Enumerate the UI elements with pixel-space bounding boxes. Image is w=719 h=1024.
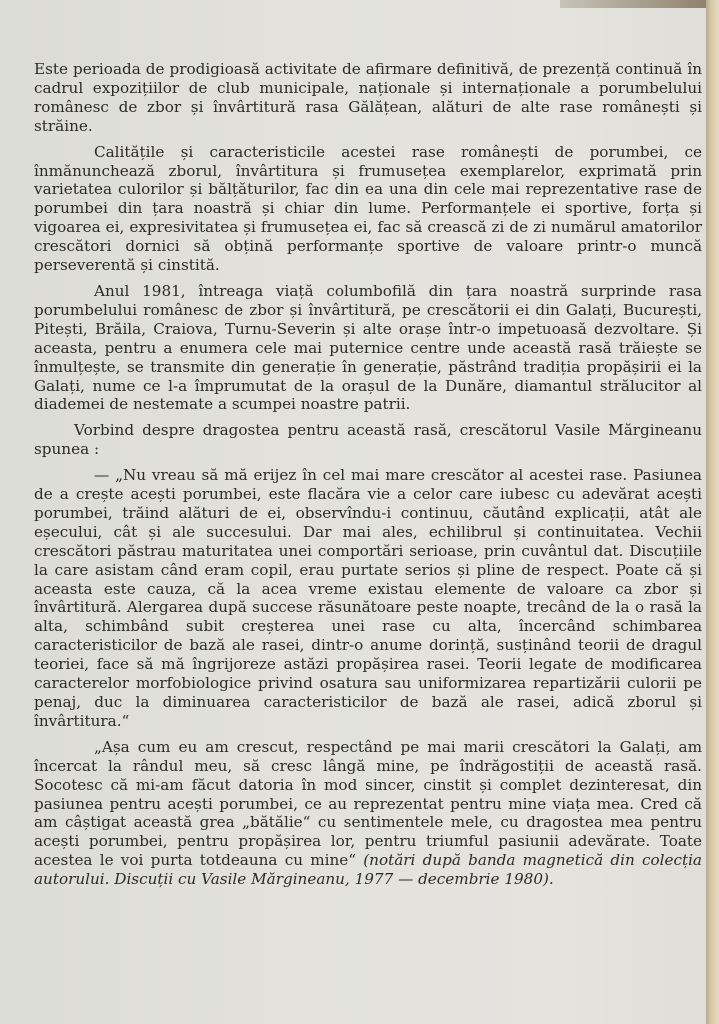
background-shadow: [560, 0, 719, 8]
paragraph-quote-intro: Vorbind despre dragostea pentru această rasă, crescătorul Vasile Mărgineanu spunea :: [34, 421, 702, 459]
paragraph-year-1981: Anul 1981, întreaga viață columbofilă din țara noastră surprinde rasa porumbelului românesc de zbor și învârtitură, pe crescătorii ei din Galați, București, Pitești, Brăila, Craiova, Turnu-Severin și alte orașe într-o impetuoasă dezvoltare. Și aceasta, pentru a enumera cele mai puternice centre unde această rasă trăiește se înmulțește, se transmite din generație în generație, păstrând tradiția propășirii ei la Galați, nume ce l-a împrumutat de la orașul de la Dunăre, diamantul strălucitor al diademei de nestemate a scumpei noastre patrii.: [34, 281, 702, 414]
page-edge: [706, 0, 719, 1024]
citation: (notări după banda magnetică din colecția autorului. Discuții cu Vasile Mărgineanu, 1977 — decembrie 1980).: [34, 851, 702, 889]
paragraph-qualities: Calitățile și caracteristicile acestei rase românești de porumbei, ce înmănunchează zborul, învârtitura și frumusețea exemplarelor, exprimată prin varietatea culorilor și bălțăturilor, fac din ea una din cele mai reprezentative rase de porumbei din țara noastră și chiar din lume. Performanțele ei sportive, forța și vigoarea ei, expresivitatea și frumusețea ei, fac să crească zi de zi numărul amatorilor crescători dornici să obțină performanțe sportive de valoare printr-o muncă perseverentă și cinstită.: [34, 142, 702, 275]
paragraph-quote-first: — „Nu vreau să mă erijez în cel mai mare crescător al acestei rase. Pasiunea de a crește acești porumbei, este flacăra vie a celor care iubesc cu adevărat acești porumbei, trăind alături de ei, observîndu-i continuu, căutând explicații, atât ale eșecului, cât și ale succesului. Dar mai ales, echilibrul și continuitatea. Vechii crescători păstrau maturitatea unei comportări serioase, prin cuvântul dat. Discuțiile la care asistam când eram copil, erau purtate serios și pline de respect. Poate că și aceasta este cauza, că la acea vreme existau elemente de valoare ca zbor și învârtitură. Alergarea după succese răsunătoare peste noapte, trecând de la o rasă la alta, schimbând subit creșterea unei rase cu alta, încercând schimbarea caracteristicilor de bază ale rasei, dintr-o anume dorință, susținând teorii de dragul teoriei, face să mă îngrijoreze astăzi propășirea rasei. Teorii legate de modificarea caracterelor morfobiologice privind osatura sau uniformizarea repartizării culorii pe penaj, duc la diminuarea caracteristicilor de bază ale rasei, adică zborul și învârtitura.“: [34, 466, 702, 730]
quote-text: „Așa cum eu am crescut, respectând pe mai marii crescători la Galați, am încercat la rândul meu, să cresc lângă mine, pe îndrăgostiții de această rasă. Socotesc că mi-am făcut datoria în mod sincer, cinstit și complet dezinteresat, din pasiunea pentru acești porumbei, ce au reprezentat pentru mine viața mea. Cred că am câștigat această grea „bătălie“ cu sentimentele mele, cu dragostea mea pentru acești porumbei, pentru propășirea lor, pentru triumful pasiunii adevărate. Toate acestea le voi purta totdeauna cu mine“: [34, 737, 702, 870]
page-text-body: [34, 60, 702, 896]
paragraph-exhibitions: Este perioada de prodigioasă activitate de afirmare definitivă, de prezență continuă în cadrul expozițiilor de club municipale, naționale și internaționale a porumbelului românesc de zbor și învârtitură rasa Gălățean, alături de alte rase românești și străine.: [34, 60, 702, 135]
paragraph-quote-second: [34, 738, 702, 889]
